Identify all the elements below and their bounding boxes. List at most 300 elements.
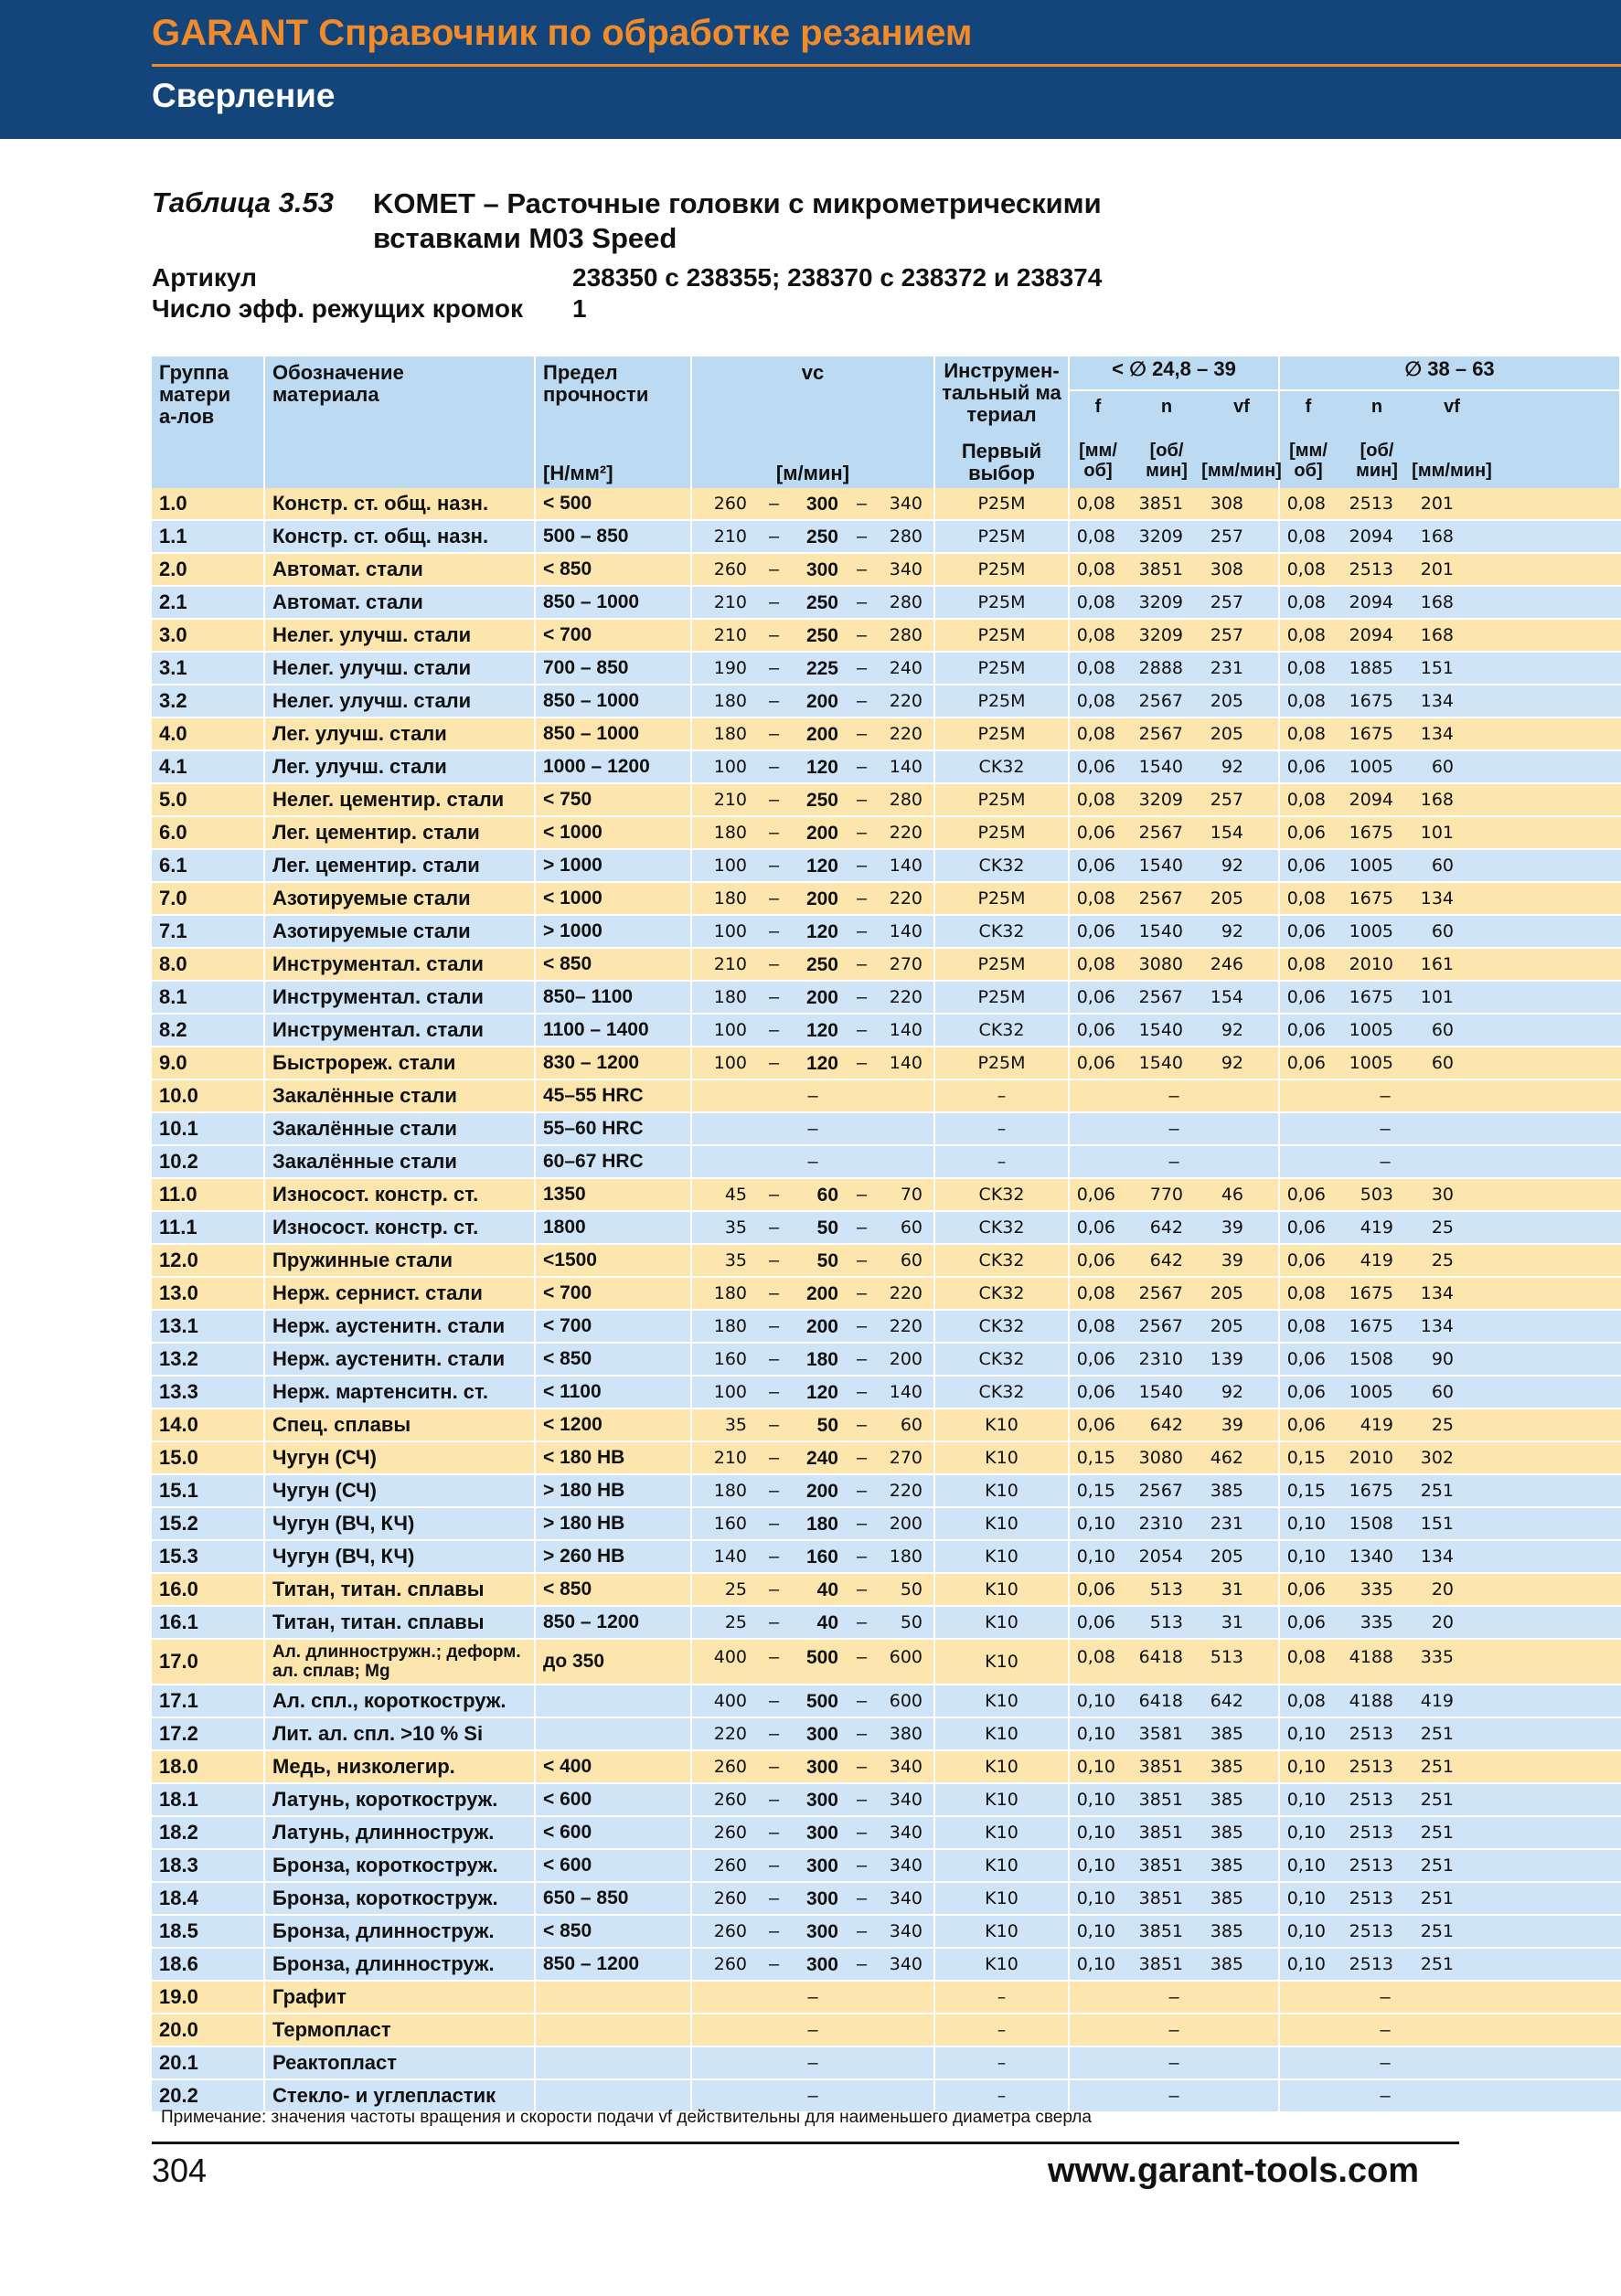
vc-limit: 70 [900, 1185, 922, 1205]
vc-limit: 140 [889, 757, 922, 777]
cell-diameter-1 [1070, 1047, 1280, 1079]
vc-limit: 210 [713, 592, 747, 612]
cell-diameter-1 [1070, 1015, 1280, 1046]
cell-diameter-1 [1070, 1179, 1280, 1210]
cell-diameter-2 [1280, 1377, 1621, 1408]
feedrate-value: 134 [1420, 724, 1454, 744]
range-dash: – [769, 724, 780, 744]
cell-tool: CK32 [935, 1377, 1070, 1408]
feed-value: 0,08 [1286, 494, 1326, 514]
vc-limit: 260 [713, 559, 747, 579]
feedrate-value: 462 [1210, 1448, 1243, 1468]
cell-diameter-2 [1280, 1344, 1621, 1375]
feedrate-value: 257 [1210, 625, 1243, 645]
cell-strength: 850 – 1000 [536, 686, 692, 717]
range-dash: – [769, 888, 780, 909]
cell-vc [692, 916, 935, 947]
feedrate-value: 251 [1420, 1481, 1454, 1501]
vc-nominal: 300 [805, 1921, 838, 1942]
cell-tool: K10 [935, 1607, 1070, 1638]
cell-vc [692, 784, 935, 815]
cell-tool: CK32 [935, 1179, 1070, 1210]
vc-nominal: 250 [805, 526, 838, 547]
cell-strength: > 260 HB [536, 1541, 692, 1572]
feedrate-value: 385 [1210, 1481, 1243, 1501]
website-link[interactable]: www.garant-tools.com [1048, 2152, 1420, 2190]
feedrate-value: 205 [1210, 691, 1243, 711]
range-dash: – [857, 1855, 868, 1876]
speed-value: 2094 [1349, 526, 1393, 547]
cell-vc [692, 1311, 935, 1342]
feedrate-value: 205 [1210, 1316, 1243, 1336]
cell-diameter-1 [1070, 1311, 1280, 1342]
cell-tool: P25M [935, 488, 1070, 519]
range-dash: – [769, 1481, 780, 1501]
cell-tool: CK32 [935, 1344, 1070, 1375]
cell-tool: P25M [935, 620, 1070, 651]
feedrate-value: 246 [1210, 954, 1243, 974]
cell-diameter-2 [1280, 1685, 1621, 1717]
cell-group: 10.0 [152, 1080, 265, 1111]
cell-diameter-2 [1280, 1409, 1621, 1440]
vc-limit: 100 [713, 1382, 747, 1402]
cell-group: 15.0 [152, 1442, 265, 1473]
cell-group: 17.2 [152, 1718, 265, 1749]
speed-value: 2513 [1349, 559, 1393, 579]
cell-material: Бронза, короткоструж. [265, 1850, 536, 1881]
cell-diameter-2 [1280, 1541, 1621, 1572]
cell-tool: K10 [935, 1718, 1070, 1749]
feed-value: 0,08 [1076, 790, 1115, 810]
empty-dash: – [1380, 1085, 1391, 1106]
table-row [152, 1245, 1621, 1278]
speed-value: 419 [1360, 1250, 1393, 1270]
sub-header-vf: vf [1233, 397, 1250, 417]
cell-material: Бронза, длинноструж. [265, 1916, 536, 1947]
cell-tool: K10 [935, 1949, 1070, 1980]
cell-vc [692, 1508, 935, 1539]
vc-limit: 260 [713, 1823, 747, 1843]
cell-diameter-2 [1280, 1278, 1621, 1309]
cell-group: 13.2 [152, 1344, 265, 1375]
cell-group: 20.2 [152, 2080, 265, 2111]
speed-value: 3209 [1138, 625, 1183, 645]
cell-diameter-1 [1070, 2080, 1280, 2111]
feedrate-value: 251 [1420, 1790, 1454, 1810]
cell-tool: K10 [935, 1883, 1070, 1914]
vc-limit: 100 [713, 921, 747, 941]
vc-nominal: 300 [805, 1757, 838, 1778]
table-row [152, 686, 1621, 718]
speed-value: 6418 [1138, 1647, 1183, 1667]
feed-value: 0,06 [1286, 1349, 1326, 1369]
table-row [152, 1640, 1621, 1685]
cell-group: 3.0 [152, 620, 265, 651]
cell-group: 16.1 [152, 1607, 265, 1638]
speed-value: 2094 [1349, 625, 1393, 645]
cell-diameter-2 [1280, 817, 1621, 848]
table-row [152, 1916, 1621, 1949]
cell-group: 18.5 [152, 1916, 265, 1947]
vc-limit: 180 [713, 987, 747, 1007]
vc-limit: 180 [713, 724, 747, 744]
range-dash: – [769, 1855, 780, 1876]
cell-vc [692, 1685, 935, 1717]
cell-strength: < 500 [536, 488, 692, 519]
vc-nominal: 200 [805, 1481, 838, 1502]
vc-nominal: 120 [805, 1382, 838, 1403]
range-dash: – [769, 1691, 780, 1711]
range-dash: – [769, 1053, 780, 1073]
table-row [152, 1949, 1621, 1982]
vc-limit: 100 [713, 1020, 747, 1040]
vc-limit: 200 [889, 1349, 922, 1369]
range-dash: – [769, 921, 780, 941]
feedrate-value: 231 [1210, 1514, 1243, 1534]
range-dash: – [769, 954, 780, 974]
cell-strength: 850 – 1200 [536, 1607, 692, 1638]
vc-limit: 340 [889, 1855, 922, 1876]
feed-value: 0,08 [1286, 559, 1326, 579]
empty-dash: – [1168, 1151, 1179, 1172]
cell-tool: K10 [935, 1784, 1070, 1815]
article-label: Артикул [152, 263, 257, 292]
speed-value: 4188 [1349, 1647, 1393, 1667]
range-dash: – [769, 1579, 780, 1600]
feed-value: 0,08 [1076, 691, 1115, 711]
cell-tool: P25M [935, 817, 1070, 848]
cell-diameter-1 [1070, 1607, 1280, 1638]
range-dash: – [857, 1757, 868, 1777]
vc-limit: 35 [724, 1217, 747, 1238]
speed-value: 2310 [1138, 1349, 1183, 1369]
cell-diameter-2 [1280, 1508, 1621, 1539]
feed-value: 0,08 [1286, 724, 1326, 744]
speed-value: 2513 [1349, 1724, 1393, 1744]
vc-limit: 140 [889, 1020, 922, 1040]
cell-diameter-1 [1070, 1212, 1280, 1243]
cell-vc [692, 883, 935, 914]
cell-strength: 850 – 1000 [536, 718, 692, 749]
range-dash: – [769, 1724, 780, 1744]
range-dash: – [769, 1514, 780, 1534]
table-row [152, 1574, 1621, 1607]
vc-limit: 260 [713, 1790, 747, 1810]
feed-value: 0,10 [1076, 1790, 1115, 1810]
cell-group: 10.1 [152, 1113, 265, 1144]
vc-limit: 220 [889, 1316, 922, 1336]
speed-value: 335 [1360, 1612, 1393, 1632]
feed-value: 0,08 [1076, 658, 1115, 678]
range-dash: – [857, 1020, 868, 1040]
feed-value: 0,10 [1076, 1823, 1115, 1843]
range-dash: – [857, 921, 868, 941]
cell-vc [692, 1442, 935, 1473]
feedrate-value: 92 [1221, 1020, 1243, 1040]
col-header-tool [935, 356, 1070, 488]
speed-value: 3851 [1138, 1823, 1183, 1843]
feedrate-value: 90 [1431, 1349, 1454, 1369]
cell-group: 10.2 [152, 1146, 265, 1177]
speed-value: 3851 [1138, 1888, 1183, 1908]
cell-vc [692, 1916, 935, 1947]
cell-strength [536, 1718, 692, 1749]
cell-material: Чугун (СЧ) [265, 1475, 536, 1506]
feedrate-value: 60 [1431, 1382, 1454, 1402]
vc-limit: 260 [713, 1855, 747, 1876]
sub-header-f-2: f [1305, 397, 1312, 417]
cell-tool: CK32 [935, 1212, 1070, 1243]
cell-material: Износост. констр. ст. [265, 1179, 536, 1210]
cell-group: 6.1 [152, 850, 265, 881]
speed-value: 6418 [1138, 1691, 1183, 1711]
table-row [152, 488, 1621, 521]
empty-dash: – [1380, 2052, 1391, 2073]
vc-nominal: 120 [805, 921, 838, 942]
vc-limit: 270 [889, 1448, 922, 1468]
feed-value: 0,06 [1076, 1612, 1115, 1632]
speed-value: 2567 [1138, 823, 1183, 843]
cell-group: 16.0 [152, 1574, 265, 1605]
range-dash: – [769, 1547, 780, 1567]
feed-value: 0,08 [1076, 592, 1115, 612]
cell-diameter-1 [1070, 949, 1280, 980]
empty-dash: – [1380, 1986, 1391, 2007]
cell-material: Лит. ал. спл. >10 % Si [265, 1718, 536, 1749]
sub-header-n-unit-2: [об/мин] [1356, 441, 1398, 481]
range-dash: – [769, 1316, 780, 1336]
vc-nominal: 300 [805, 559, 838, 580]
feed-value: 0,08 [1076, 1316, 1115, 1336]
cell-group: 9.0 [152, 1047, 265, 1079]
feed-value: 0,10 [1076, 1954, 1115, 1974]
cell-strength: > 1000 [536, 916, 692, 947]
feedrate-value: 92 [1221, 1053, 1243, 1073]
cell-diameter-1 [1070, 1377, 1280, 1408]
col-header-vc-unit: [м/мин] [775, 462, 850, 484]
feedrate-value: 251 [1420, 1757, 1454, 1777]
feed-value: 0,08 [1286, 1283, 1326, 1303]
cell-tool: K10 [935, 1508, 1070, 1539]
vc-limit: 160 [713, 1514, 747, 1534]
cell-vc [692, 653, 935, 684]
cell-diameter-2 [1280, 1080, 1621, 1111]
vc-limit: 60 [900, 1217, 922, 1238]
cell-material: Лег. улучш. стали [265, 751, 536, 782]
cell-diameter-1 [1070, 1245, 1280, 1276]
cell-vc [692, 1718, 935, 1749]
cell-group: 1.1 [152, 521, 265, 552]
range-dash: – [857, 1888, 868, 1908]
feedrate-value: 168 [1420, 526, 1454, 547]
cell-strength: < 1000 [536, 817, 692, 848]
feedrate-value: 92 [1221, 856, 1243, 876]
cell-material: Инструментал. стали [265, 982, 536, 1013]
feed-value: 0,06 [1286, 856, 1326, 876]
feedrate-value: 201 [1420, 559, 1454, 579]
cell-diameter-2 [1280, 1916, 1621, 1947]
speed-value: 1675 [1349, 987, 1393, 1007]
cell-diameter-1 [1070, 1949, 1280, 1980]
vc-nominal: 300 [805, 1855, 838, 1876]
cell-vc [692, 1080, 935, 1111]
vc-limit: 180 [713, 823, 747, 843]
cell-strength: 60–67 HRC [536, 1146, 692, 1177]
range-dash: – [857, 1612, 868, 1632]
range-dash: – [769, 658, 780, 678]
range-dash: – [857, 658, 868, 678]
cell-vc [692, 2047, 935, 2078]
edges-value: 1 [572, 294, 587, 323]
feed-value: 0,10 [1286, 1855, 1326, 1876]
cell-group: 2.1 [152, 587, 265, 618]
cell-diameter-1 [1070, 1784, 1280, 1815]
cell-vc [692, 1883, 935, 1914]
speed-value: 1540 [1138, 921, 1183, 941]
cell-group: 20.0 [152, 2014, 265, 2046]
vc-nominal: 200 [805, 1316, 838, 1337]
feedrate-value: 205 [1210, 1547, 1243, 1567]
speed-value: 1675 [1349, 888, 1393, 909]
cell-tool: CK32 [935, 1015, 1070, 1046]
range-dash: – [857, 592, 868, 612]
feedrate-value: 231 [1210, 658, 1243, 678]
speed-value: 2513 [1349, 1921, 1393, 1941]
cell-strength: 1800 [536, 1212, 692, 1243]
feedrate-value: 385 [1210, 1757, 1243, 1777]
cell-diameter-1 [1070, 1751, 1280, 1782]
feed-value: 0,10 [1286, 1823, 1326, 1843]
cell-strength [536, 2080, 692, 2111]
table-title [373, 186, 1102, 256]
table-row [152, 2047, 1621, 2080]
cell-vc [692, 850, 935, 881]
speed-value: 1540 [1138, 1020, 1183, 1040]
cell-strength: < 1100 [536, 1377, 692, 1408]
cell-strength: > 180 HB [536, 1508, 692, 1539]
cell-tool: P25M [935, 653, 1070, 684]
cell-strength: 1350 [536, 1179, 692, 1210]
cell-tool: CK32 [935, 1245, 1070, 1276]
vc-nominal: 120 [805, 757, 838, 778]
vc-nominal: 250 [805, 954, 838, 975]
speed-value: 2513 [1349, 1790, 1393, 1810]
feed-value: 0,06 [1286, 1250, 1326, 1270]
speed-value: 3851 [1138, 1954, 1183, 1974]
cell-vc [692, 521, 935, 552]
speed-value: 2513 [1349, 1954, 1393, 1974]
cell-material: Чугун (ВЧ, КЧ) [265, 1541, 536, 1572]
speed-value: 513 [1149, 1612, 1183, 1632]
cell-material: Закалённые стали [265, 1113, 536, 1144]
sub-header-vf-unit: [мм/мин] [1201, 461, 1282, 481]
vc-limit: 260 [713, 1757, 747, 1777]
cell-vc [692, 1817, 935, 1848]
speed-value: 1675 [1349, 823, 1393, 843]
feed-value: 0,06 [1076, 1020, 1115, 1040]
cell-diameter-2 [1280, 1751, 1621, 1782]
table-row [152, 2014, 1621, 2047]
feedrate-value: 335 [1420, 1647, 1454, 1667]
feed-value: 0,10 [1076, 1514, 1115, 1534]
speed-value: 2010 [1349, 1448, 1393, 1468]
cell-strength: < 180 HB [536, 1442, 692, 1473]
cell-group: 2.0 [152, 554, 265, 585]
range-dash: – [857, 888, 868, 909]
feed-value: 0,10 [1076, 1724, 1115, 1744]
cell-tool: P25M [935, 587, 1070, 618]
table-row [152, 817, 1621, 850]
cell-diameter-2 [1280, 686, 1621, 717]
range-dash: – [769, 1757, 780, 1777]
table-row [152, 1685, 1621, 1718]
footer-divider [152, 2142, 1459, 2144]
speed-value: 2888 [1138, 658, 1183, 678]
speed-value: 770 [1149, 1185, 1183, 1205]
speed-value: 1540 [1138, 757, 1183, 777]
cell-group: 15.1 [152, 1475, 265, 1506]
cell-vc [692, 2080, 935, 2111]
table-row [152, 982, 1621, 1015]
vc-limit: 240 [889, 658, 922, 678]
feed-value: 0,10 [1286, 1514, 1326, 1534]
table-row [152, 653, 1621, 686]
range-dash: – [769, 1448, 780, 1468]
cell-vc [692, 1850, 935, 1881]
speed-value: 1005 [1349, 856, 1393, 876]
speed-value: 3209 [1138, 592, 1183, 612]
sub-header-f: f [1094, 397, 1102, 417]
table-row [152, 1850, 1621, 1883]
feed-value: 0,08 [1076, 494, 1115, 514]
vc-limit: 100 [713, 856, 747, 876]
cell-tool: P25M [935, 883, 1070, 914]
table-header [152, 356, 1621, 488]
range-dash: – [769, 1823, 780, 1843]
cell-vc [692, 1784, 935, 1815]
cell-strength: < 1200 [536, 1409, 692, 1440]
range-dash: – [769, 1415, 780, 1435]
feed-value: 0,10 [1076, 1547, 1115, 1567]
empty-dash: – [1380, 1118, 1391, 1139]
cell-tool: CK32 [935, 916, 1070, 947]
speed-value: 642 [1149, 1217, 1183, 1238]
cell-vc [692, 1409, 935, 1440]
speed-value: 2567 [1138, 1283, 1183, 1303]
cell-group: 8.1 [152, 982, 265, 1013]
cell-tool: K10 [935, 1916, 1070, 1947]
speed-value: 2094 [1349, 592, 1393, 612]
speed-value: 2010 [1349, 954, 1393, 974]
cell-vc [692, 1245, 935, 1276]
cell-vc [692, 1574, 935, 1605]
cell-diameter-1 [1070, 2047, 1280, 2078]
range-dash: – [857, 987, 868, 1007]
cell-material: Закалённые стали [265, 1146, 536, 1177]
vc-nominal: 300 [805, 1954, 838, 1975]
cell-strength: 55–60 HRC [536, 1113, 692, 1144]
cell-diameter-1 [1070, 1409, 1280, 1440]
sub-header-n: n [1160, 397, 1173, 417]
cell-vc [692, 1278, 935, 1309]
feed-value: 0,06 [1286, 1579, 1326, 1600]
vc-nominal: 500 [805, 1647, 838, 1668]
vc-nominal: 120 [805, 1020, 838, 1041]
vc-limit: 340 [889, 494, 922, 514]
table-row [152, 718, 1621, 751]
speed-value: 2513 [1349, 1823, 1393, 1843]
range-dash: – [857, 1647, 868, 1667]
